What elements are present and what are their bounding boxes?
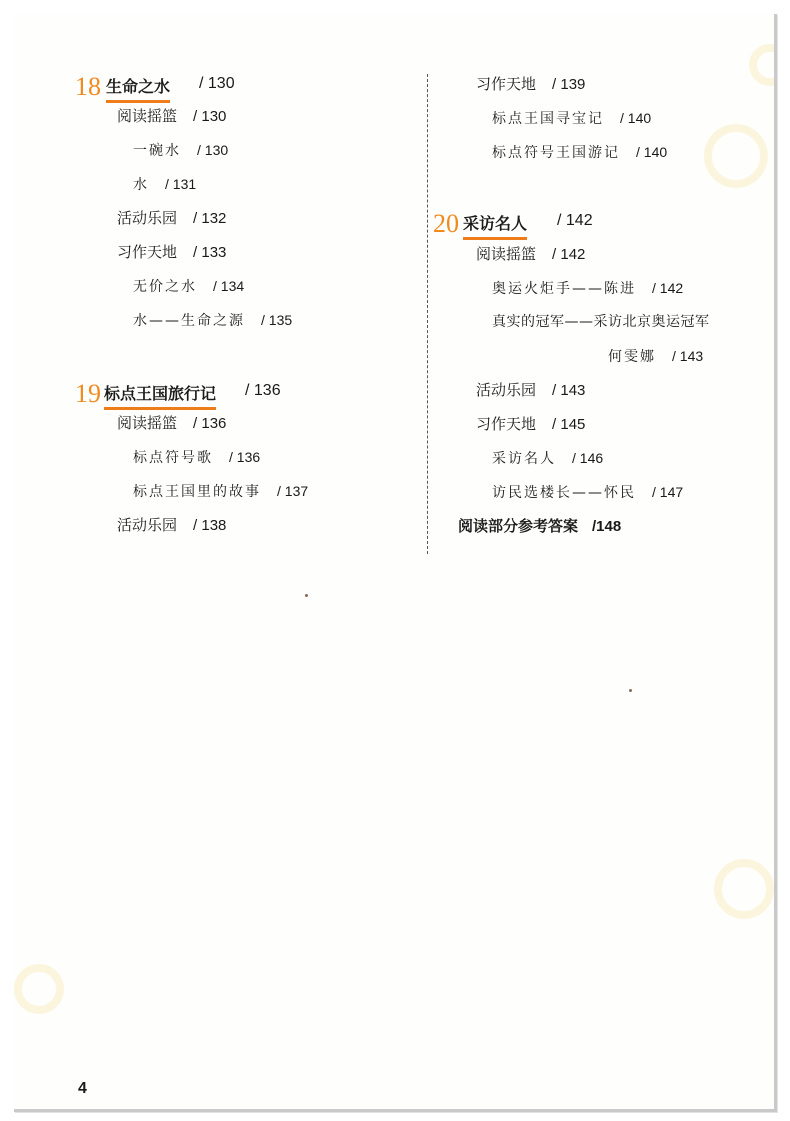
toc-entry[interactable]	[492, 482, 683, 503]
unit-page: / 142	[557, 212, 593, 229]
entry-page: / 139	[552, 76, 586, 93]
unit-title: 生命之水	[106, 74, 170, 103]
entry-title: 习作天地	[476, 415, 537, 433]
entry-title: 阅读摇篮	[476, 245, 537, 263]
entry-title: 水——生命之源	[133, 313, 245, 329]
entry-title: 习作天地	[117, 243, 178, 261]
entry-page: / 143	[552, 382, 586, 399]
entry-page: / 140	[620, 110, 652, 126]
entry-page: / 133	[193, 244, 227, 261]
toc-entry[interactable]	[133, 140, 228, 161]
entry-page: / 145	[552, 416, 586, 433]
entry-page: / 132	[193, 210, 227, 227]
page-number: 4	[78, 1080, 87, 1097]
entry-title: 一碗水	[133, 143, 181, 159]
print-speck	[305, 594, 308, 597]
entry-page: / 140	[636, 144, 668, 160]
toc-entry[interactable]	[117, 413, 226, 434]
entry-title: 采访名人	[492, 451, 556, 467]
toc-entry[interactable]	[133, 310, 292, 331]
toc-entry[interactable]	[476, 244, 585, 265]
entry-title: 标点符号歌	[133, 450, 213, 466]
unit-title: 采访名人	[463, 211, 527, 240]
unit-page: / 130	[199, 75, 235, 92]
entry-title: 标点王国里的故事	[133, 484, 261, 500]
toc-entry[interactable]	[117, 208, 226, 229]
entry-title: 奥运火炬手——陈进	[492, 281, 636, 297]
entry-title: 标点符号王国游记	[492, 145, 620, 161]
toc-entry[interactable]	[133, 174, 196, 195]
toc-entry[interactable]	[133, 276, 244, 297]
entry-title: 无价之水	[133, 279, 197, 295]
entry-page: / 130	[197, 142, 229, 158]
entry-title: 习作天地	[476, 75, 537, 93]
entry-page: / 142	[552, 246, 586, 263]
toc-entry[interactable]	[117, 242, 226, 263]
toc-entry[interactable]	[476, 414, 585, 435]
entry-page: / 135	[261, 312, 293, 328]
decorative-ring	[749, 44, 777, 86]
entry-page: / 136	[193, 415, 227, 432]
entry-page: / 130	[193, 108, 227, 125]
entry-page: / 142	[652, 280, 684, 296]
decorative-ring	[704, 124, 768, 188]
column-divider	[427, 74, 428, 554]
unit-page: / 136	[245, 382, 281, 399]
toc-entry[interactable]	[492, 448, 603, 469]
entry-title: 活动乐园	[117, 516, 178, 534]
toc-entry[interactable]	[476, 74, 585, 95]
decorative-ring	[714, 859, 774, 919]
entry-page: /148	[592, 518, 622, 535]
entry-page: / 136	[229, 449, 261, 465]
entry-title: 访民选楼长——怀民	[492, 485, 636, 501]
book-page	[14, 14, 777, 1112]
decorative-ring	[14, 964, 64, 1014]
entry-title: 活动乐园	[476, 381, 537, 399]
entry-page: / 143	[672, 348, 704, 364]
unit-number: 20	[433, 209, 459, 238]
toc-entry[interactable]	[117, 106, 226, 127]
entry-title: 阅读摇篮	[117, 107, 178, 125]
answers-entry[interactable]	[458, 516, 621, 537]
toc-entry[interactable]	[492, 108, 651, 129]
entry-title: 何雯娜	[608, 349, 656, 365]
toc-entry[interactable]	[476, 380, 585, 401]
toc-entry[interactable]	[133, 447, 260, 468]
entry-title: 真实的冠军——采访北京奥运冠军	[492, 314, 710, 330]
entry-page: / 147	[652, 484, 684, 500]
entry-page: / 131	[165, 176, 197, 192]
entry-title: 阅读部分参考答案	[458, 517, 579, 535]
toc-entry[interactable]	[117, 515, 226, 536]
unit-number: 18	[75, 72, 101, 101]
entry-title: 水	[133, 177, 149, 193]
entry-page: / 134	[213, 278, 245, 294]
unit-title: 标点王国旅行记	[104, 381, 216, 410]
entry-page: / 146	[572, 450, 604, 466]
toc-entry[interactable]	[492, 278, 683, 299]
entry-page: / 137	[277, 483, 309, 499]
entry-page: / 138	[193, 517, 227, 534]
print-speck	[629, 689, 632, 692]
entry-title: 标点王国寻宝记	[492, 111, 604, 127]
unit-number: 19	[75, 379, 101, 408]
toc-entry[interactable]	[608, 346, 703, 367]
toc-entry[interactable]	[492, 312, 710, 332]
entry-title: 活动乐园	[117, 209, 178, 227]
toc-entry[interactable]	[133, 481, 308, 502]
entry-title: 阅读摇篮	[117, 414, 178, 432]
toc-entry[interactable]	[492, 142, 667, 163]
